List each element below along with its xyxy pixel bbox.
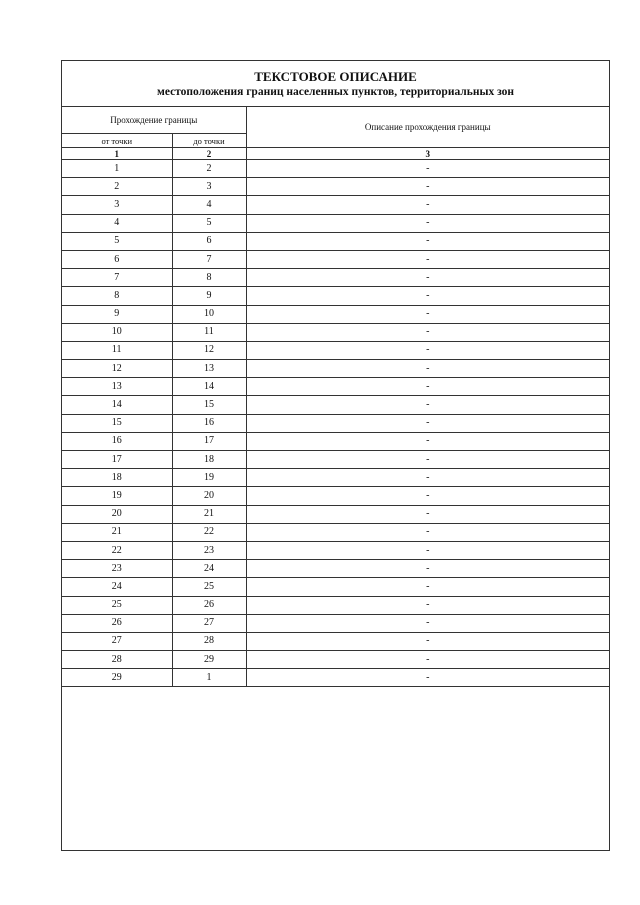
- description-cell: -: [246, 214, 609, 232]
- from-point-cell: 10: [62, 323, 172, 341]
- table-row: [62, 541, 609, 559]
- from-point-cell: 6: [62, 250, 172, 268]
- description-cell: -: [246, 596, 609, 614]
- description-cell: -: [246, 451, 609, 469]
- from-point-cell: 21: [62, 523, 172, 541]
- table-row: [62, 651, 609, 669]
- table-row: [62, 523, 609, 541]
- table-row: [62, 451, 609, 469]
- table-row: [62, 287, 609, 305]
- document-subtitle: местоположения границ населенных пунктов, территориальных зон: [157, 86, 514, 98]
- description-cell: -: [246, 669, 609, 687]
- from-point-cell: 28: [62, 651, 172, 669]
- from-point-cell: 22: [62, 541, 172, 559]
- description-cell: -: [246, 414, 609, 432]
- from-point-cell: 25: [62, 596, 172, 614]
- to-point-cell: 2: [172, 160, 246, 178]
- to-point-cell: 23: [172, 541, 246, 559]
- to-point-cell: 4: [172, 196, 246, 214]
- column-number-1: 1: [62, 148, 172, 160]
- table-row: [62, 505, 609, 523]
- header-to-point: до точки: [172, 134, 246, 148]
- description-cell: -: [246, 360, 609, 378]
- to-point-cell: 15: [172, 396, 246, 414]
- header-boundary-description: Описание прохождения границы: [246, 107, 609, 148]
- from-point-cell: 11: [62, 341, 172, 359]
- header-from-point: от точки: [62, 134, 172, 148]
- from-point-cell: 18: [62, 469, 172, 487]
- to-point-cell: 3: [172, 178, 246, 196]
- from-point-cell: 14: [62, 396, 172, 414]
- table-row: [62, 178, 609, 196]
- description-cell: -: [246, 232, 609, 250]
- description-cell: -: [246, 523, 609, 541]
- table-row: [62, 396, 609, 414]
- description-cell: -: [246, 250, 609, 268]
- to-point-cell: 29: [172, 651, 246, 669]
- table-row: [62, 341, 609, 359]
- description-cell: -: [246, 651, 609, 669]
- to-point-cell: 24: [172, 560, 246, 578]
- description-cell: -: [246, 396, 609, 414]
- to-point-cell: 16: [172, 414, 246, 432]
- from-point-cell: 27: [62, 632, 172, 650]
- to-point-cell: 6: [172, 232, 246, 250]
- from-point-cell: 2: [62, 178, 172, 196]
- description-cell: -: [246, 323, 609, 341]
- to-point-cell: 22: [172, 523, 246, 541]
- from-point-cell: 12: [62, 360, 172, 378]
- description-cell: -: [246, 160, 609, 178]
- from-point-cell: 26: [62, 614, 172, 632]
- description-cell: -: [246, 469, 609, 487]
- description-cell: -: [246, 614, 609, 632]
- from-point-cell: 9: [62, 305, 172, 323]
- to-point-cell: 21: [172, 505, 246, 523]
- description-cell: -: [246, 287, 609, 305]
- to-point-cell: 8: [172, 269, 246, 287]
- header-boundary-passage: Прохождение границы: [62, 107, 246, 134]
- from-point-cell: 7: [62, 269, 172, 287]
- from-point-cell: 17: [62, 451, 172, 469]
- from-point-cell: 15: [62, 414, 172, 432]
- table-row: [62, 669, 609, 687]
- from-point-cell: 19: [62, 487, 172, 505]
- description-cell: -: [246, 632, 609, 650]
- from-point-cell: 23: [62, 560, 172, 578]
- to-point-cell: 25: [172, 578, 246, 596]
- document-sheet: [61, 60, 610, 851]
- to-point-cell: 1: [172, 669, 246, 687]
- table-row: [62, 269, 609, 287]
- description-cell: -: [246, 541, 609, 559]
- description-cell: -: [246, 341, 609, 359]
- table-row: [62, 414, 609, 432]
- description-cell: -: [246, 269, 609, 287]
- table-row: [62, 578, 609, 596]
- from-point-cell: 1: [62, 160, 172, 178]
- table-row: [62, 232, 609, 250]
- table-row: [62, 360, 609, 378]
- table-row: [62, 214, 609, 232]
- description-cell: -: [246, 378, 609, 396]
- from-point-cell: 20: [62, 505, 172, 523]
- to-point-cell: 5: [172, 214, 246, 232]
- from-point-cell: 4: [62, 214, 172, 232]
- table-row: [62, 323, 609, 341]
- table-row: [62, 432, 609, 450]
- description-cell: -: [246, 178, 609, 196]
- description-cell: -: [246, 505, 609, 523]
- table-row: [62, 196, 609, 214]
- to-point-cell: 9: [172, 287, 246, 305]
- description-cell: -: [246, 305, 609, 323]
- to-point-cell: 28: [172, 632, 246, 650]
- boundary-table: [62, 107, 609, 687]
- from-point-cell: 16: [62, 432, 172, 450]
- from-point-cell: 5: [62, 232, 172, 250]
- description-cell: -: [246, 432, 609, 450]
- from-point-cell: 3: [62, 196, 172, 214]
- table-row: [62, 250, 609, 268]
- description-cell: -: [246, 196, 609, 214]
- table-row: [62, 160, 609, 178]
- document-title: ТЕКСТОВОЕ ОПИСАНИЕ: [254, 69, 417, 84]
- table-row: [62, 632, 609, 650]
- table-row: [62, 378, 609, 396]
- from-point-cell: 13: [62, 378, 172, 396]
- to-point-cell: 19: [172, 469, 246, 487]
- description-cell: -: [246, 578, 609, 596]
- table-row: [62, 487, 609, 505]
- to-point-cell: 18: [172, 451, 246, 469]
- to-point-cell: 12: [172, 341, 246, 359]
- column-number-3: 3: [246, 148, 609, 160]
- to-point-cell: 11: [172, 323, 246, 341]
- table-row: [62, 596, 609, 614]
- from-point-cell: 24: [62, 578, 172, 596]
- to-point-cell: 26: [172, 596, 246, 614]
- table-row: [62, 560, 609, 578]
- from-point-cell: 8: [62, 287, 172, 305]
- table-row: [62, 614, 609, 632]
- to-point-cell: 17: [172, 432, 246, 450]
- description-cell: -: [246, 560, 609, 578]
- to-point-cell: 7: [172, 250, 246, 268]
- to-point-cell: 27: [172, 614, 246, 632]
- to-point-cell: 20: [172, 487, 246, 505]
- to-point-cell: 10: [172, 305, 246, 323]
- table-row: [62, 469, 609, 487]
- description-cell: -: [246, 487, 609, 505]
- column-number-2: 2: [172, 148, 246, 160]
- table-row: [62, 305, 609, 323]
- to-point-cell: 14: [172, 378, 246, 396]
- to-point-cell: 13: [172, 360, 246, 378]
- from-point-cell: 29: [62, 669, 172, 687]
- title-block: [62, 61, 609, 107]
- table-body: [62, 160, 609, 687]
